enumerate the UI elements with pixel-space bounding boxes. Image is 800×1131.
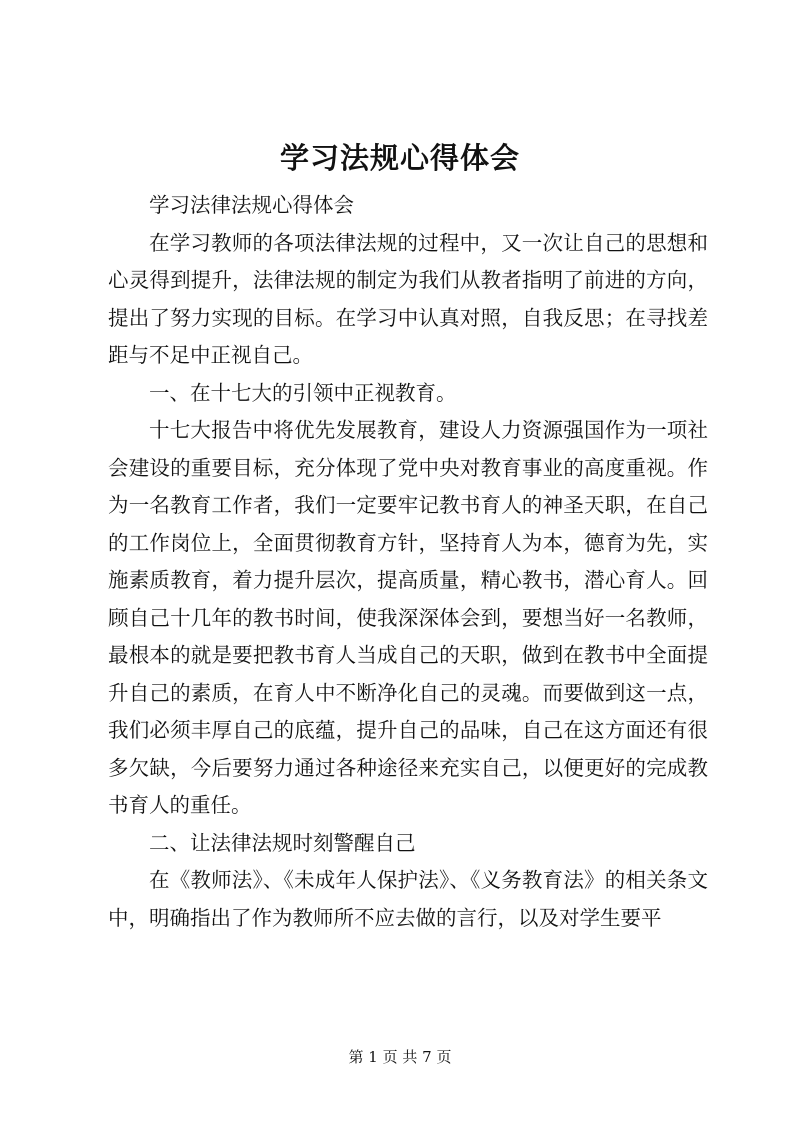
paragraph-intro: 在学习教师的各项法律法规的过程中，又一次让自己的思想和心灵得到提升，法律法规的制定为我们从教者指明了前进的方向，提出了努力实现的目标。在学习中认真对照，自我反思；在寻找差距与不足中正视自己。 <box>108 230 708 367</box>
document-title: 学习法规心得体会 <box>279 141 520 175</box>
page-footer: 第 1 页 共 7 页 <box>348 1048 452 1066</box>
paragraph-heading-2: 二、让法律法规时刻警醒自己 <box>149 830 416 855</box>
paragraph-section-1: 十七大报告中将优先发展教育，建设人力资源强国作为一项社会建设的重要目标，充分体现了党中央对教育事业的高度重视。作为一名教育工作者，我们一定要牢记教书育人的神圣天职，在自己的工作岗位上，全面贯彻教育方针，坚持育人为本，德育为先，实施素质教育，着力提升层次，提高质量，精心教书，潜心育人。回顾自己十几年的教书时间，使我深深体会到，要想当好一名教师，最根本的就是要把教书育人当成自己的天职，做到在教书中全面提升自己的素质，在育人中不断净化自己的灵魂。而要做到这一点，我们必须丰厚自己的底蕴，提升自己的品味，自己在这方面还有很多欠缺，今后要努力通过各种途径来充实自己，以便更好的完成教书育人的重任。 <box>108 418 708 817</box>
paragraph-subtitle: 学习法律法规心得体会 <box>149 193 354 217</box>
paragraph-section-2: 在《教师法》、《未成年人保护法》、《义务教育法》的相关条文中，明确指出了作为教师所不应去做的言行，以及对学生要平 <box>108 868 708 930</box>
document-body <box>108 187 708 937</box>
paragraph-heading-1: 一、在十七大的引领中正视教育。 <box>149 380 457 405</box>
